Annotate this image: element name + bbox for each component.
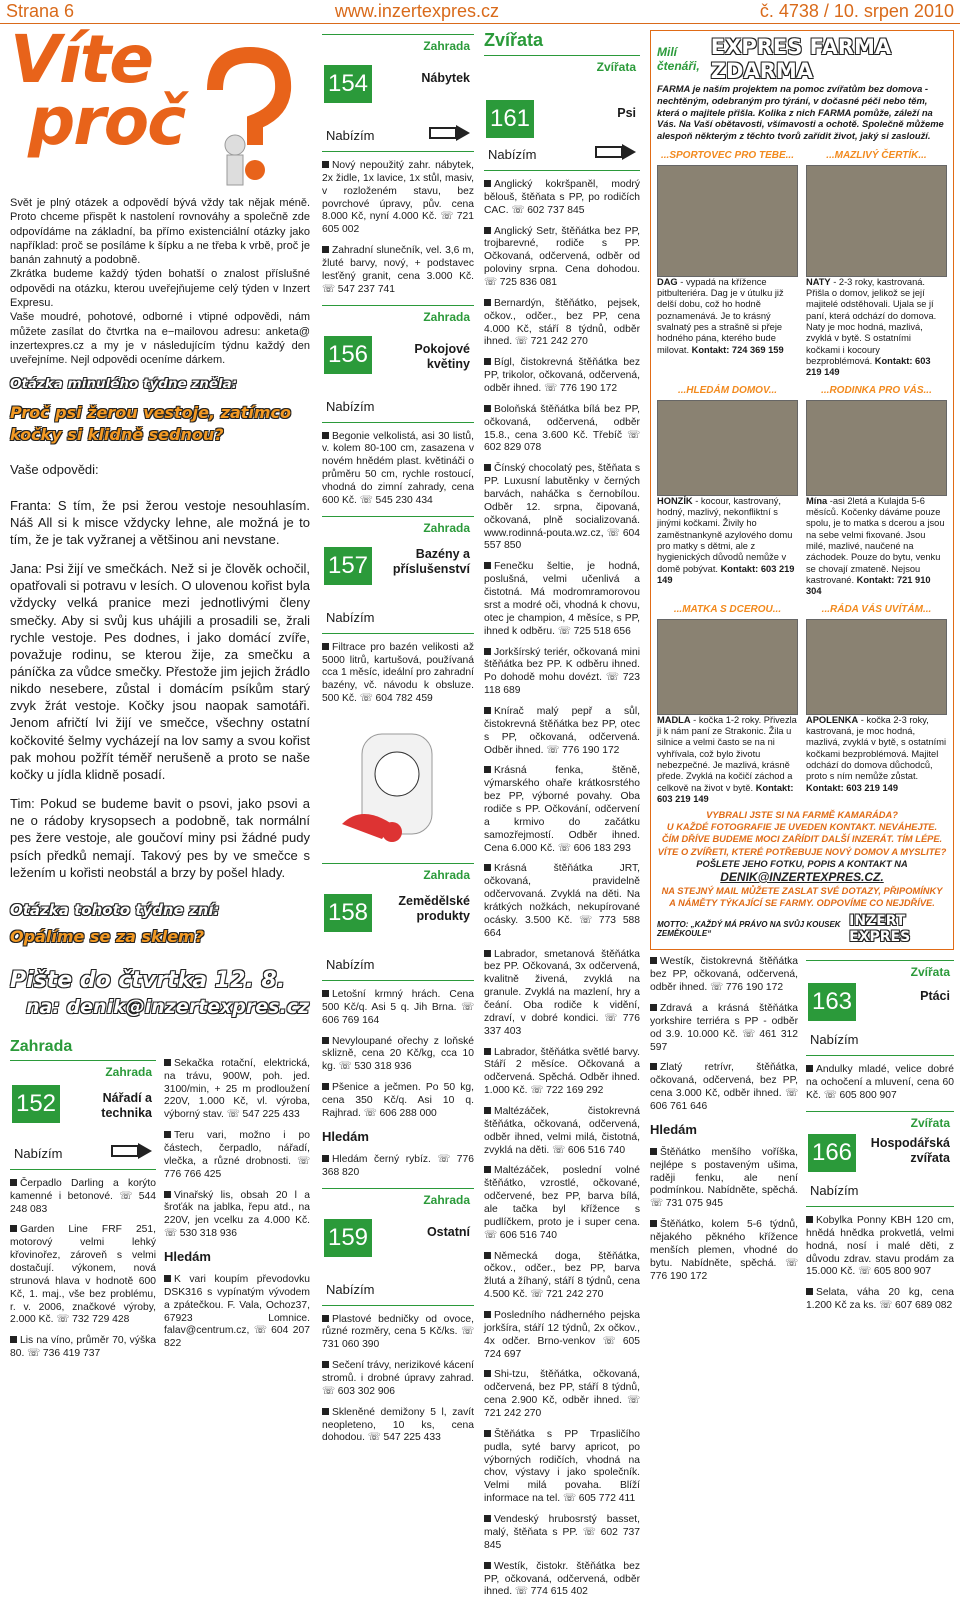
ad-item: Begonie velkolistá, asi 30 listů, v. kolem 80-100 cm, zasazena v novém hnědém plast. květináči o průměru 50 cm, rychle rostoucí, vhodná do zimní zahrady, cena 600 Kč. ☏ 545 230 434 <box>322 430 474 506</box>
ad-item: Zahradní slunečník, vel. 3,6 m, žluté barvy, nový, + podstavec lesťěný granit, cena 3.000 Kč. ☏ 547 237 741 <box>322 245 474 295</box>
pet-description: Mína -asi 2letá a Kulajda 5-6 měsíců. Kočenky dáváme pouze spolu, je to matka s dcerou a jsou na sebe velmi fixované. Jsou milé, mazlivé, naučené na záchodek. Pouze do bytu, venku se chovají zmateně. Nejsou kastrované. Kontakt: 721 910 304 <box>806 495 945 597</box>
pet-photo <box>657 619 798 715</box>
pet-photo <box>806 165 947 277</box>
pet-description: DAG - vypadá na křížence pitbulteriéra. Dag je v útulku již delší dobu, což ho hodně poznamenává. Je to krásný svalnatý pes a strašně si přeje hodného pána, kterého bude milovat. Kontakt: 724 369 159 <box>657 276 784 355</box>
column-farma <box>650 30 954 1321</box>
pet-contact: Kontakt: 603 219 149 <box>806 782 898 793</box>
ad-item: Letošní krmný hrách. Cena 500 Kč/q. Asi 5 q. Jih Brna. ☏ 606 769 164 <box>322 989 474 1026</box>
site-url[interactable]: www.inzertexpres.cz <box>334 1 499 21</box>
pet-card <box>806 381 947 598</box>
category-title: Hospodářská zvířata <box>870 1136 950 1165</box>
category-161 <box>484 55 640 171</box>
ad-item: Fenečku šeltie, je hodná, poslušná, velmi učenlivá a čistotná. Má modromramorovou srst a modré oči, vhodná k chovu, otec je champion, 4 měsíce, s PP, ihned k odběru. ☏ 725 518 656 <box>484 561 640 637</box>
nabizim-label: Nabízím <box>326 398 375 414</box>
category-title: Bazény a příslušenství <box>392 546 470 576</box>
vite-word: Víte <box>10 21 153 98</box>
intro-paragraph: Svět je plný otázek a odpovědí bývá vždy tak nějak méně. Proto chceme přispět k nastolení rovnováhy a společně zde odpovídáme na základní, ba přímo existenciální otázky jako například: proč se posíláme k šípku a ne třeba k vrbě, proč je banán zahnutý a podobně. <box>10 197 310 267</box>
proc-word: proč <box>28 83 185 160</box>
pet-tag: ...RODINKA PRO VÁS... <box>821 384 932 396</box>
pet-photo <box>806 400 947 496</box>
category-sub: Zvířata <box>910 1116 950 1130</box>
pet-tag: ...SPORTOVEC PRO TEBE... <box>661 149 794 161</box>
intro-paragraph: Vaše moudré, pohotové, odborné i vtipné odpovědi, nám můžete zasílat do čtvrtka na e−mailovou adresu: anketa@ inzertexpres.cz a my je v následujícím týdnu každý den uveřejníme. Nejl odpovědi oceníme dárkem. <box>10 311 310 367</box>
category-number: 158 <box>324 894 372 932</box>
arrow-right-icon <box>430 125 470 141</box>
intro-paragraph: Zkrátka budeme každý týden bohatší o znalost příslušné odpovědi na otázku, kterou uveřejňujeme celý týden v Inzert Expresu. <box>10 268 310 310</box>
category-166 <box>806 1111 954 1207</box>
page-number: Strana 6 <box>6 1 75 21</box>
ad-item: Zlatý retrívr, štěňátka, očkovaná, odčervená, bez PP, cena 3.000 Kč, odběr ihned. ☏ 606 761 646 <box>650 1062 798 1113</box>
category-number: 159 <box>324 1219 372 1257</box>
ad-item: Čerpadlo Darling a korýto kamenné i betonové. ☏ 544 248 083 <box>10 1177 156 1215</box>
category-zahrada-label: Zahrada <box>10 1037 73 1055</box>
ad-item: Shi-tzu, štěňátka, očkovaná, odčervená, bez PP, stáří 8 týdnů, cena 2.900 Kč, odběr ihned. ☏ 721 242 270 <box>484 1369 640 1420</box>
ad-item: Filtrace pro bazén velikosti až 5000 litrů, kartušová, používaná cca 1 měsíc, ideální pro zahradní bazény, vč. návodu k obsluze. 500 Kč. ☏ 604 782 459 <box>322 641 474 705</box>
category-number: 161 <box>486 100 534 138</box>
category-152 <box>10 1060 156 1170</box>
farma-title: EXPRES FARMA ZDARMA <box>710 35 892 83</box>
nabizim-label: Nabízím <box>14 1145 63 1161</box>
answer: Jana: Psi žijí ve smečkách. Než si je člověk ochočil, opatřovali si potravu v lesích. O ulovenou kořist byla vždycky velká pranice mezi jednotlivými členy smečky. Aby si svůj kus uhájili a prosadili se, žrali rychle vestoje. Pes dodnes, i jako domácí zvíře, považuje rodinu, se kterou žije, za smečku a páníčka za vůdce smečky. Přestože jim jejich žrádlo nikdo nesebere, zůstal i domácím psíkům starý zvyk žrát vestoje. Kočky jsou naopak samotáři. Jenom afričtí lvi žijí ve smečce, všechny ostatní kočkovité šelmy vycházejí na lov samy a svou kořist pak mohou požřít téměř nerušeně a proto se naše kočky u jídla klidně posadí. <box>10 561 310 782</box>
column-zvirata-psi <box>484 30 640 1607</box>
ad-item: Krásná fenka, štěně, výmarského ohaře krátkosrstého bez PP, výborné povahy. Oba rodiče s PP. Očkování, odčervení a krmivo do začátku samozřejmostí. Odběr ihned. Cena 6.000 Kč. ☏ 606 183 293 <box>484 765 640 854</box>
category-sub: Zvířata <box>596 60 636 74</box>
category-title: Ostatní <box>426 1224 470 1239</box>
category-number: 156 <box>324 336 372 374</box>
farma-pets <box>657 146 947 806</box>
ad-item: Vinařský lis, obsah 20 l a šroťák na jablka, řepu atd., na 220V, jen vcelku za 4.000 Kč. ☏ 530 318 936 <box>164 1189 310 1240</box>
ad-item: Maltézáček, čistokrevná štěňátka, očkovaná, odčervená, odběr ihned, velmi milá, čistotná, zvyklá na děti. ☏ 606 516 740 <box>484 1106 640 1156</box>
farma-intro: FARMA je naším projektem na pomoc zvířatům bez domova - nechtěným, odebraným pro týrání, v dočasné péči nebo těm, která o majitele přišla. Kolika z nich FARMA pomůže, záleží na Vás. Na Vaší obětavosti, všímavosti a ochotě. Společně můžeme alespoň některým z těchto tvorů zařídit život, jaký si zaslouží. <box>657 83 944 141</box>
nabizim-label: Nabízím <box>810 1032 859 1048</box>
pet-card <box>806 600 947 806</box>
category-title: Nábytek <box>421 71 470 85</box>
pet-photo <box>806 619 947 715</box>
category-sub: Zahrada <box>423 309 470 324</box>
this-question-label: Otázka tohoto týdne zní: <box>10 900 220 919</box>
ad-item: Plastové bedničky od ovoce, různé rozměry, cena 5 Kč/ks. ☏ 731 060 390 <box>322 1313 474 1351</box>
ad-item: Německá doga, štěňátka, očkov., odčer., bez PP, barva žlutá a žíhaný, stáří 8 týdnů, cena 4.500 Kč. ☏ 721 242 270 <box>484 1250 640 1301</box>
pet-contact: Kontakt: 603 219 149 <box>657 782 794 804</box>
answer: Tim: Pokud se budeme bavit o psovi, jako psovi a ne o rádoby krysopsech a podobně, tak normální pes žere vestoje, ale goučoví miny psi žádné pudy psích předků nemají. Takový pes by ve smečce s ležením u kořisti neobstál a brzy by pošel hlady. <box>10 796 310 880</box>
category-sub: Zahrada <box>423 868 470 883</box>
farma-box <box>650 30 954 950</box>
pet-tag: ...HLEDÁM DOMOV... <box>677 384 778 396</box>
nabizim-label: Nabízím <box>326 128 375 143</box>
ad-item: Knírač malý pepř a sůl, čistokrevná štěňátka bez PP, otec s PP, očkovaná, odčervená. Odběr ihned. ☏ 776 190 172 <box>484 705 640 756</box>
category-number: 157 <box>324 547 372 585</box>
pet-tag: ...MAZLIVÝ ČERTÍK... <box>826 149 927 161</box>
ad-item: Lis na víno, průměr 70, výška 80. ☏ 736 419 737 <box>10 1335 156 1360</box>
prev-question: Proč psi žerou vestoje, zatímco kočky si klidně sednou? <box>10 402 292 444</box>
issue-date: č. 4738 / 10. srpen 2010 <box>759 1 954 21</box>
nabizim-label: Nabízím <box>488 147 537 162</box>
category-zvirata-label: Zvířata <box>484 30 544 50</box>
ad-item: Pšenice a ječmen. Po 50 kg, cena 350 Kč/q. Asi 10 q. Rajhrad. ☏ 606 288 000 <box>322 1082 474 1119</box>
ad-item: Anglický kokršpaněl, modrý bělouš, štěňata s PP, po rodičích CAC. ☏ 602 737 845 <box>484 179 640 216</box>
nabizim-label: Nabízím <box>326 1281 375 1297</box>
vite-intro <box>10 196 310 368</box>
this-question: Opálíme se za sklem? <box>10 926 204 946</box>
pet-tag: ...MATKA S DCEROU... <box>673 603 782 615</box>
farma-motto: MOTTO: „KAŽDÝ MÁ PRÁVO NA SVŮJ KOUSEK ZEMĚKOULE“ <box>657 920 841 939</box>
category-number: 152 <box>12 1085 60 1123</box>
ad-item: Skleněné demižony 5 l, zavít neopleteno, 10 ks, cena dohodou. ☏ 547 225 433 <box>322 1406 474 1444</box>
category-158 <box>322 863 474 981</box>
farma-greeting: Milí čtenáři, <box>657 45 700 73</box>
category-sub: Zahrada <box>423 39 470 53</box>
pet-description: MADLA - kočka 1-2 roky. Přivezla ji k nám paní ze Strakonic. Žila u silnice a velmi často se na ni vyhřívala, což bylo životu nebezpečné. Je mazlivá, krásně přede. Zvyklá na kočičí záchod a celkově na život v bytě. Kontakt: 603 219 149 <box>657 714 797 804</box>
pet-photo <box>657 400 798 496</box>
telephone-illustration-icon <box>322 714 472 854</box>
answers-label: Vaše odpovědi: <box>10 461 99 477</box>
pet-description: HONZÍK - kocour, kastrovaný, hodný, mazlivý, nekonfliktní s jinými kočkami. Živily ho zaměstnankyně azylového domu pro matky s dětmi, ale z hygienických důvodů nemůže v domě pobývat. Kontakt: 603 219 149 <box>657 495 795 585</box>
pet-description: NATY - 2-3 roky, kastrovaná. Přišla o domov, jelikož se její majitelé odstěhovali. Ujala se jí paní, která odchází do domova. Naty je moc hodná, mazlivá, zvyklá v bytě. S ostatními kočkami i kocoury bezproblémová. Kontakt: 603 219 149 <box>806 276 937 378</box>
write-deadline: Pište do čtvrtka 12. 8. <box>10 967 286 993</box>
hledam-label: Hledám <box>164 1249 211 1265</box>
category-sub: Zahrada <box>423 1192 470 1207</box>
pet-contact: Kontakt: 721 910 304 <box>806 575 931 597</box>
ad-item: Boloňská štěňátka bílá bez PP, očkovaná, odčervená, odběr 15.8., cena 3.600 Kč. Třebíč ☏ 602 829 078 <box>484 403 640 454</box>
category-163 <box>806 960 954 1056</box>
nabizim-label: Nabízím <box>326 609 375 625</box>
ad-item: Štěňátka s PP Trpasličího pudla, syté barvy apricot, po výborných rodičích, vhodná na chov, výstavy i jako společník. Velmi milá povaha. Blíží informace na tel. ☏ 605 772 411 <box>484 1428 640 1505</box>
ad-item: Labrador, štěňátka světlé barvy. Stáří 2 měsíce. Očkovaná a odčervená. Spěchá. Odběr ihned. 1.000 Kč. ☏ 722 169 292 <box>484 1046 640 1097</box>
answers <box>10 497 310 881</box>
ad-item: Andulky mladé, velice dobré na ochočení a mluvení, cena 60 Kč. ☏ 605 800 907 <box>806 1064 954 1102</box>
hledam-label: Hledám <box>322 1128 369 1144</box>
ad-item: Selata, váha 20 kg, cena 1.200 Kč za ks. ☏ 607 689 082 <box>806 1287 954 1312</box>
category-number: 163 <box>808 983 856 1021</box>
write-email[interactable]: na: denik@inzertexpres.cz <box>26 995 310 1018</box>
ad-item: Hledám černý rybíz. ☏ 776 368 820 <box>322 1153 474 1178</box>
category-number: 154 <box>324 65 372 103</box>
ad-item: Bernardýn, štěňátko, pejsek, očkov., odčer., bez PP, cena 4.000 Kč, stáří 8 týdnů, odběr ihned. ☏ 721 242 270 <box>484 297 640 348</box>
nabizim-label: Nabízím <box>810 1183 859 1198</box>
nabizim-label: Nabízím <box>326 957 375 973</box>
farma-email[interactable]: DENIK@INZERTEXPRES.CZ. <box>720 869 884 884</box>
pet-card <box>806 146 947 379</box>
ad-item: Čínský chocolatý pes, štěňata s PP. Luxusní labutěnky v černých barvách, naháčka s černobílou. Odběr 12. srpna, čipovaná, očkovaná, plně socializovaná. www.rodinná-pouta.wz.cz, ☏ 604 557 850 <box>484 463 640 552</box>
ad-item: Kobylka Ponny KBH 120 cm, hnědá hnědka prokvetlá, velmi hodná, nosí i malé děti, z důvodu zdrav. stavu prodám za 15.000 Kč. ☏ 605 800 907 <box>806 1215 954 1278</box>
ad-item: Nový nepoužitý zahr. nábytek, 2x židle, 1x lavice, 1x stůl, masiv, v rozloženém stavu, bez povrchové úpravy, pův. cena 8.000 Kč, nyní 4.000 Kč. ☏ 721 605 002 <box>322 160 474 236</box>
ad-item: Teru vari, možno i po částech, čerpadlo, nářadí, vlečka, a různé drobnosti. ☏ 776 766 425 <box>164 1130 310 1180</box>
column-zahrada <box>322 30 474 1453</box>
ad-item: Vendeský hrubosrstý basset, malý, štěňata s PP. ☏ 602 737 845 <box>484 1514 640 1551</box>
pet-contact: Kontakt: 724 369 159 <box>691 344 784 355</box>
arrow-right-icon <box>596 144 636 160</box>
prev-question-label: Otázka minulého týdne zněla: <box>10 375 238 392</box>
ad-item: Maltézáček, poslední volné štěňátko, vzrostlé, očkované, odčervené, bez PP, barva bílá, ale tačka byl křížence s pudlíčkem, proto je i super cena. ☏ 606 516 740 <box>484 1165 640 1241</box>
category-159 <box>322 1188 474 1306</box>
ad-item: Posledního nádherného pejska jorkšíra, stáří 12 týdnů, 2x očkov., 4x odčer. Brno-venkov ☏ 605 724 697 <box>484 1310 640 1360</box>
question-mark-figure-icon <box>195 50 295 190</box>
ad-item: Garden Line FRF 251, motorový velmi lehký křovinořez, zároveň s velmi dostačují. výkonem, nová strunová hlava v hodnotě 600 Kč, 1. maj., vše bez problému, r. v. 2006, značkové výroby, 2.000 Kč. ☏ 732 729 428 <box>10 1224 156 1326</box>
category-title: Zemědělské produkty <box>398 894 470 924</box>
ad-item: Krásná štěňátka JRT, očkovaná, pravidelně odčervovaná. Zvyklá na děti. Na krátkých nožkách, nekupírované ocásky. 3.500 Kč. ☏ 773 588 664 <box>484 863 640 939</box>
pet-card <box>657 146 798 379</box>
ad-item: Štěňátko, kolem 5-6 týdnů, nějakého pěkného křížence menších plemen, vhodné do bytu. Nabídněte, spěchá. ☏ 776 190 172 <box>650 1219 798 1282</box>
pet-tag: ...RÁDA VÁS UVÍTÁM... <box>821 603 932 615</box>
pet-photo <box>657 165 798 277</box>
farma-footer: VYBRALI JSTE SI NA FARMĚ KAMARÁDA? U KAŽDÉ FOTOGRAFIE JE UVEDEN KONTAKT. NEVÁHEJTE. ČÍM DŘÍVE BUDEME MOCI ZAŘÍDIT DALŠÍ INZERÁT. TÍM LÉPE. VÍTE O ZVÍŘETI, KTERÉ POTŘEBUJE NOVÝ DOMOV A MYSLITE? POŠLETE JEHO FOTKU, POPIS A KONTAKT NA DENIK@INZERTEXPRES.CZ. NA STEJNÝ MAIL MŮŽETE ZASLAT SVÉ DOTAZY, PŘIPOMÍNKY A NÁMĚTY TÝKAJÍCÍ SE FARMY. ODPOVÍME CO NEJDŘÍVE. <box>657 810 947 909</box>
pet-card <box>657 381 798 598</box>
pet-contact: Kontakt: 603 219 149 <box>657 563 795 585</box>
pet-contact: Kontakt: 603 219 149 <box>806 356 931 378</box>
ad-item: Westík, čistokr. štěňátka bez PP, očkovaná, odčervená, odběr ihned. ☏ 774 615 402 <box>484 1560 640 1598</box>
category-156 <box>322 305 474 423</box>
category-154 <box>322 34 474 152</box>
column-vite-proc <box>10 21 310 1369</box>
category-sub: Zahrada <box>105 1064 152 1079</box>
pet-card <box>657 600 798 806</box>
category-title: Psi <box>617 106 636 120</box>
ad-item: Westík, čistokrevná štěňátka bez PP, očkovaná, odčervená, odběr ihned. ☏ 776 190 172 <box>650 956 798 994</box>
category-number: 166 <box>808 1134 856 1172</box>
hledam-label: Hledám <box>650 1121 697 1137</box>
category-sub: Zvířata <box>910 965 950 980</box>
category-title: Nářadí a technika <box>101 1090 152 1120</box>
category-title: Ptáci <box>920 989 950 1004</box>
ad-item: Štěňátko menšího voříška, nejlépe s postaveným ušima, raději fenku, ale není podmínkou. Nabídněte, spěchá. ☏ 731 075 945 <box>650 1146 798 1210</box>
ad-item: Anglický Setr, štěňátka bez PP, trojbarevné, rodiče s PP. Očkovaná, odčervená, odběr od poloviny srpna. Cena dohodou. ☏ 725 836 081 <box>484 225 640 289</box>
category-sub: Zahrada <box>423 520 470 535</box>
ad-item: Bígl, čistokrevná štěňátka bez PP, trikolor, očkovaná, odčervená, odběr ihned. ☏ 776 190 172 <box>484 357 640 395</box>
answer: Franta: S tím, že psi žerou vestoje nesouhlasím. Náš All si k misce vždycky lehne, ale možná je to tím, že je tak vyžranej a většinou ani nevstane. <box>10 497 310 547</box>
arrow-right-icon <box>112 1143 152 1159</box>
ad-item: K vari koupím převodovku DSK316 s vypínatým vývodem a zpátečkou. F. Vala, Ochoz37, 67923 Lomnice. falav@centrum.cz, ☏ 604 207 822 <box>164 1274 310 1350</box>
ad-item: Zdravá a krásná štěňátka yorkshire terriéra s PP - odběr od 3.9. 10.000 Kč. ☏ 461 312 597 <box>650 1003 798 1053</box>
ad-item: Labrador, smetanová štěňátka bez PP. Očkovaná, 3x odčervená, kvalitně živená, zvyklá na granule. Zvyklá na mazlení, hry a čeání. Oba rodiče k vidění, zdraví, v dobré kondici. ☏ 776 337 403 <box>484 948 640 1037</box>
ad-item: Jorkšírský teriér, očkovaná mini štěňátka bez PP. K odběru ihned. Po dohodě mohu dovézt. ☏ 723 118 689 <box>484 646 640 697</box>
vite-proc-logo <box>10 21 310 190</box>
ad-item: Sekačka rotační, elektrická, na trávu, 900W, poh. jed. 3100/min, + 25 m prodloužení 220V, 1.000 Kč, vl. výroba, výborný stav. ☏ 547 225 433 <box>164 1057 310 1121</box>
pet-description: APOLENKA - kočka 2-3 roky, kastrovaná, je moc hodná, mazlivá, zvyklá v bytě, s ostatními kočkami bezproblémová. Majitel odchází do domova důchodců, proto s ním nemůže zůstat. Kontakt: 603 219 149 <box>806 714 947 793</box>
inzert-expres-logo: INZERT EXPRES <box>849 913 911 946</box>
category-157 <box>322 516 474 634</box>
ad-item: Nevyloupané ořechy z loňské sklizně, cena 20 Kč/kg, cca 10 kg. ☏ 530 318 936 <box>322 1035 474 1073</box>
category-title: Pokojové květiny <box>414 341 470 371</box>
ads-psi-list <box>484 179 640 1599</box>
ad-item: Sečení trávy, nerizikové kácení stromů. i drobné úpravy zahrad. ☏ 603 302 906 <box>322 1360 474 1397</box>
